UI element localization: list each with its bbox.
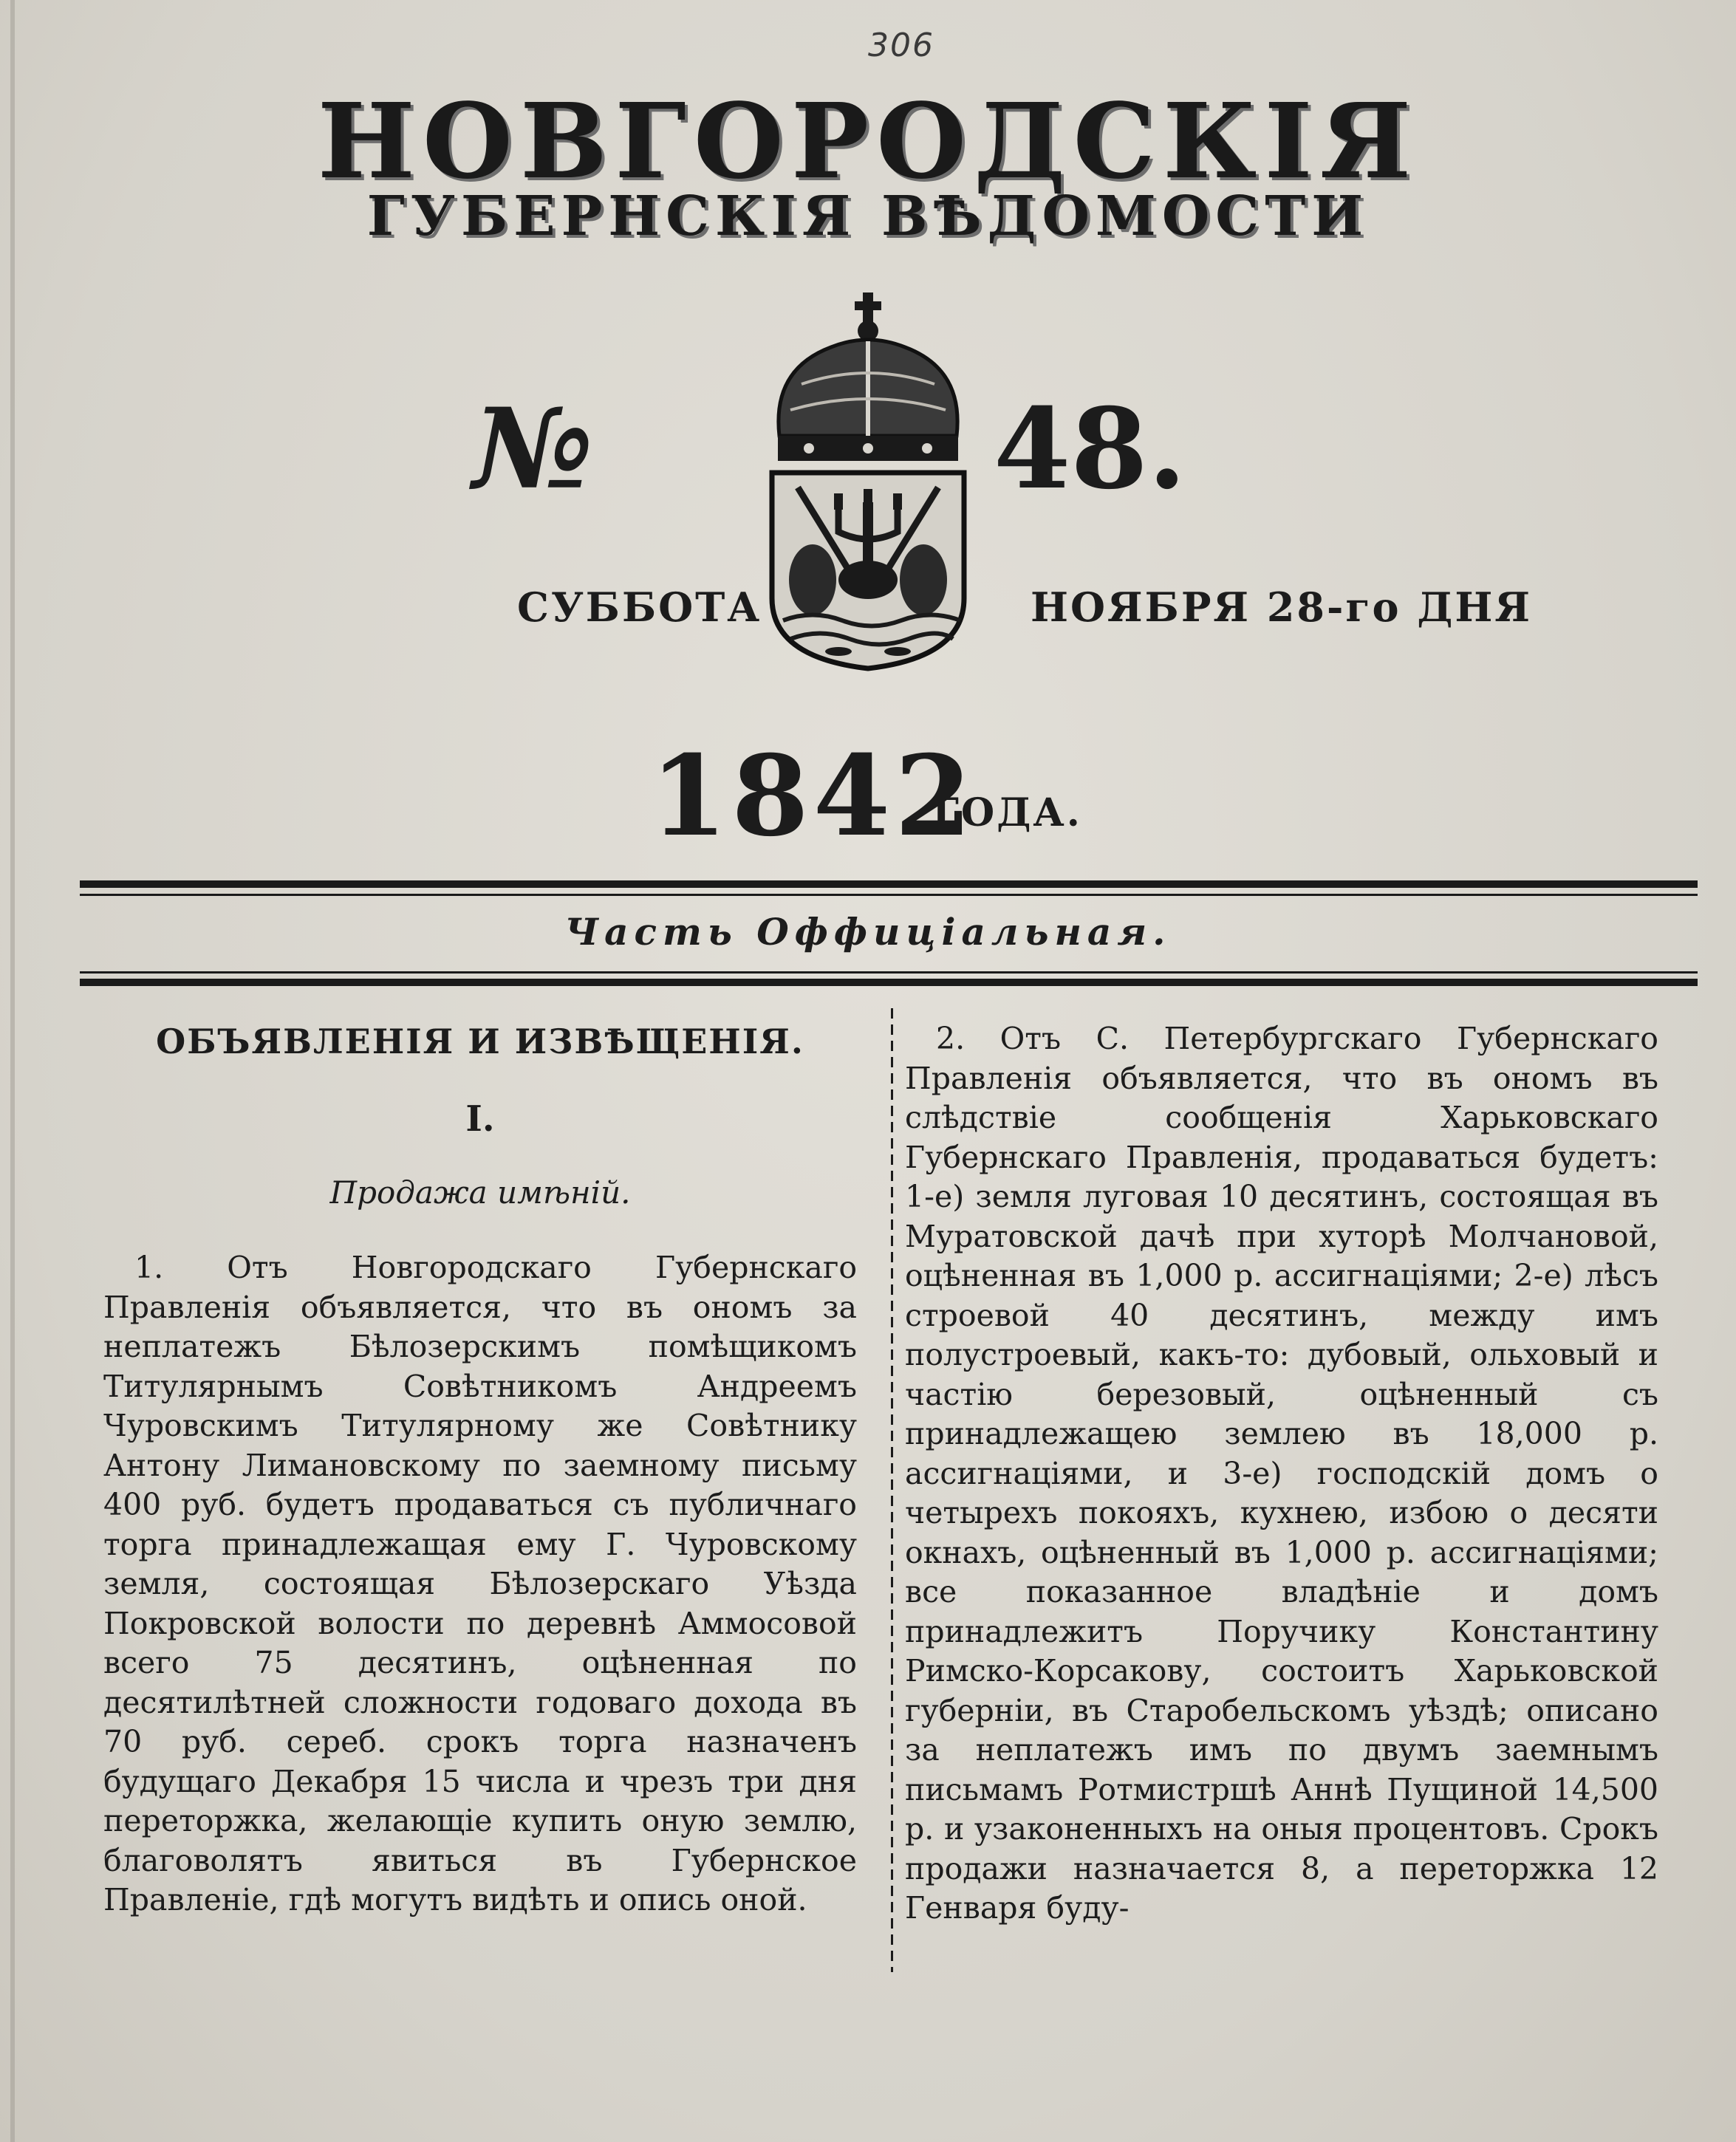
left-column xyxy=(103,1019,857,1920)
year-word: ГОДА. xyxy=(932,790,1082,835)
newspaper-title: НОВГОРОДСКІЯ xyxy=(317,81,1419,202)
right-column xyxy=(905,1019,1658,1929)
handwritten-page-number: 306 xyxy=(868,27,934,64)
page-binding-edge xyxy=(10,0,15,2142)
thick-rule-top xyxy=(80,880,1698,888)
column-divider xyxy=(891,1008,893,1972)
weekday-label: СУББОТА xyxy=(517,584,762,631)
issue-number-sign: № xyxy=(473,384,594,514)
issue-number: 48. xyxy=(994,384,1186,514)
announcements-heading: ОБЪЯВЛЕНІЯ И ИЗВѢЩЕНІЯ. xyxy=(156,1022,804,1061)
thick-rule-bottom xyxy=(80,979,1698,986)
estate-sales-subheading: Продажа имѣній. xyxy=(329,1174,631,1211)
notice-paragraph-1: 1. Отъ Новгородскаго Губернскаго Правленія объявляется, что въ ономъ за неплатежъ Бѣлозерскимъ помѣщикомъ Титулярнымъ Совѣтникомъ Андреемъ Чуровскимъ Титулярному же Совѣтнику Антону Лимановскому по заемному письму 400 руб. будетъ продаваться съ публичнаго торга принадлежащая ему Г. Чуровскому земля, состоящая Бѣлозерскаго Уѣзда Покровской волости по деревнѣ Аммосовой всего 75 десятинъ, оцѣненная по десятилѣтней сложности годоваго дохода въ 70 руб. сереб. срокъ торга назначенъ будущаго Декабря 15 числа и чрезъ три дня переторжка, желающіе купить оную землю, благоволятъ явиться въ Губернское Правленіе, гдѣ могутъ видѣть и опись оной. xyxy=(103,1250,857,1917)
section-title: Часть Оффиціальная. xyxy=(564,910,1172,954)
year-number: 1842 xyxy=(650,731,977,861)
notice-paragraph-2: 2. Отъ С. Петербургскаго Губернскаго Правленія объявляется, что въ ономъ въ слѣдствіе сообщенія Харьковскаго Губернскаго Правленія, продаваться будетъ: 1-е) земля луговая 10 десятинъ, состоящая въ Муратовской дачѣ при хуторѣ Молчановой, оцѣненная въ 1,000 р. ассигнаціями; 2-е) лѣсъ строевой 40 десятинъ, между имъ полустроевый, какъ-то: дубовый, ольховый и частію березовый, оцѣненный съ принадлежащею землею въ 18,000 р. ассигнаціями, и 3-е) господскій домъ о четырехъ покояхъ, кухнею, избою о десяти окнахъ, оцѣненный въ 1,000 р. ассигнаціями; все показанное владѣніе и домъ принадлежитъ Поручику Константину Римско-Корсакову, состоитъ Харьковской губерніи, въ Старобельскомъ уѣздѣ; описано за неплатежъ имъ по двумъ заемнымъ письмамъ Ротмистршѣ Аннѣ Пущиной 14,500 р. и узаконенныхъ на оныя процентовъ. Срокъ продажи назначается 8, а переторжка 12 Генваря буду- xyxy=(905,1021,1658,1926)
section-roman-numeral: I. xyxy=(465,1098,495,1140)
thin-rule-top xyxy=(80,894,1698,896)
thin-rule-bottom xyxy=(80,971,1698,974)
date-label: НОЯБРЯ 28-го ДНЯ xyxy=(1031,584,1532,631)
newspaper-subtitle: ГУБЕРНСКІЯ ВѢДОМОСТИ xyxy=(366,185,1370,248)
coat-of-arms-emblem xyxy=(757,288,979,672)
